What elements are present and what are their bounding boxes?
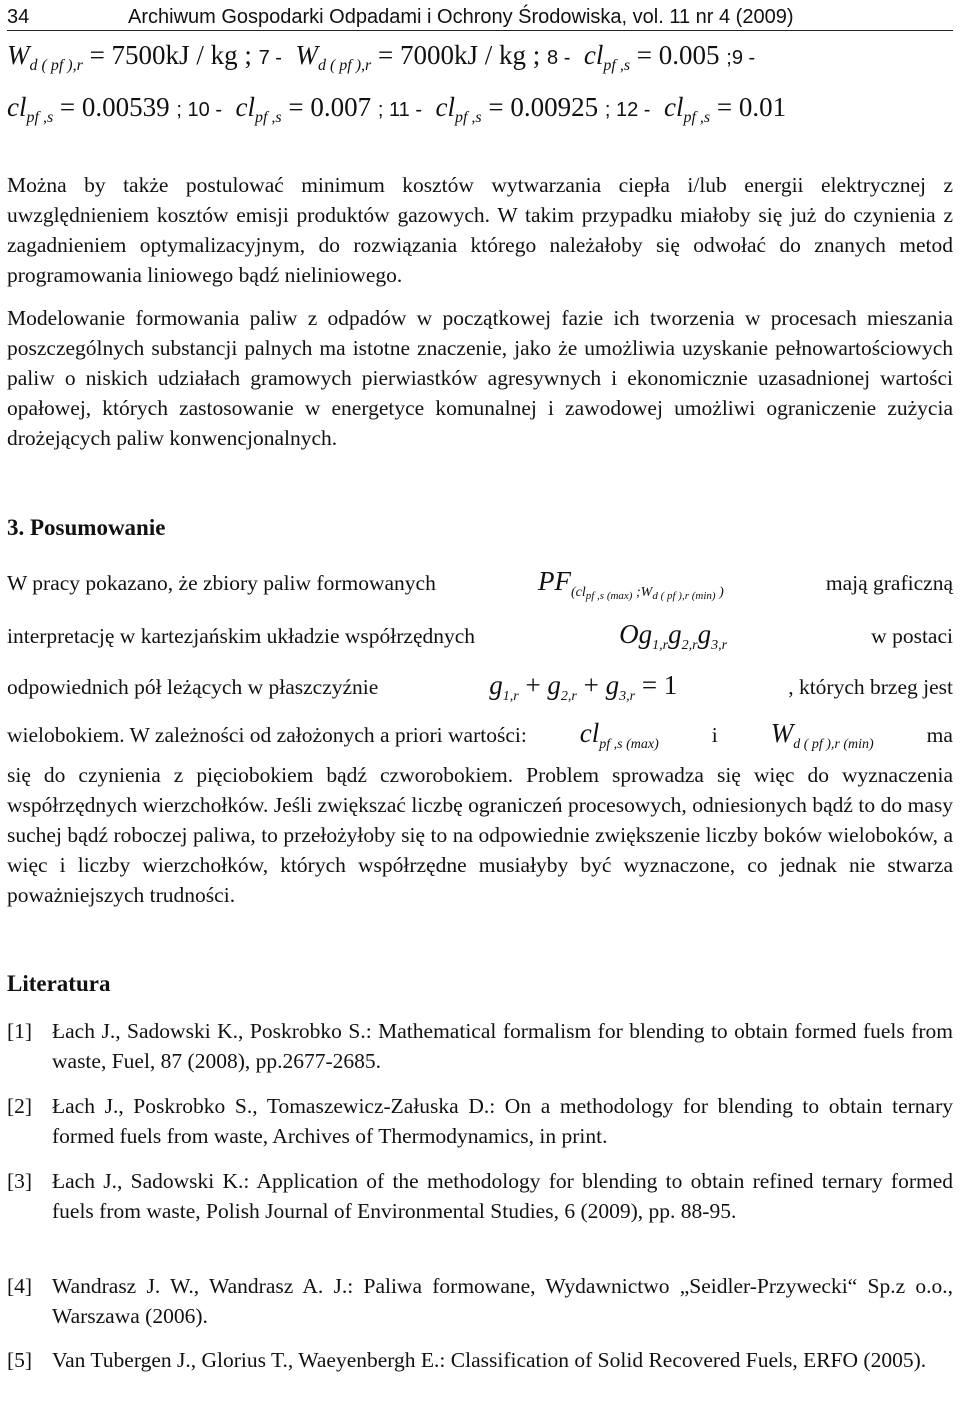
reference-item [7, 1016, 953, 1076]
formula-cl-pf-s-2: $cl_{pf ,s}$ [7, 92, 54, 126]
summary-line-4 [7, 718, 953, 753]
formula-value-000925: = 0.00925 [488, 92, 599, 122]
reference-item [7, 1166, 953, 1226]
formula-value-001: = 0.01 [716, 92, 787, 122]
formula-value-7000: = 7000kJ / kg [378, 40, 527, 70]
formula-cl-pf-s-4: $cl_{pf ,s}$ [435, 92, 482, 126]
equation-line-2 [7, 92, 953, 127]
formula-plane: $g_{1,r} + g_{2,r} + g_{3,r} = 1$ [489, 670, 678, 704]
formula-value-000539: = 0.00539 [59, 92, 170, 122]
reference-text: Łach J., Sadowski K., Poskrobko S.: Mathematical formalism for blending to obtain formed fuels from waste, Fuel, 87 (2008), pp.2677-2685. [52, 1019, 953, 1073]
reference-item [7, 1091, 953, 1151]
summary-text: w postaci [871, 624, 953, 648]
formula-index-10: ; 10 - [176, 99, 222, 121]
equation-line-1 [7, 40, 953, 75]
summary-text: odpowiednich pół leżących w płaszczyźnie [7, 675, 379, 699]
formula-cl-pf-s-5: $cl_{pf ,s}$ [663, 92, 711, 126]
reference-number: [1] [7, 1019, 33, 1043]
paragraph-modelling: Modelowanie formowania paliw z odpadów w początkowej fazie ich tworzenia w procesach mieszania poszczególnych substancji palnych ma istotne znaczenie, jako że umożliwia uzyskanie pełnowartościowych paliw o niskich udziałach gramowych pierwiastków agresywnych i ekonomicznie uzasadnionej wartości opałowej, których zastosowanie w energetyce komunalnej i zawodowej umożliwi ograniczenie zużycia drożejących paliw konwencjonalnych. [7, 306, 953, 450]
formula-w-min: $W_{d ( pf ),r (min)}$ [770, 718, 874, 752]
formula-cl-pf-s-1: $cl_{pf ,s}$ [583, 40, 631, 74]
formula-w-d-pf-r-2: $W_{d ( pf ),r}$ [295, 40, 372, 74]
formula-separator: ; [532, 40, 541, 70]
formula-pf-set: $PF_{(cl_{pf ,s (max)} ;W_{d ( pf ),r (min)} )}$ [537, 566, 724, 602]
reference-number: [5] [7, 1348, 33, 1372]
page-number: 34 [7, 6, 30, 28]
summary-line-2 [7, 619, 953, 654]
reference-text: Łach J., Poskrobko S., Tomaszewicz-Załuska D.: On a methodology for blending to obtain ternary formed fuels from waste, Archives of Thermodynamics, in print. [52, 1094, 953, 1148]
reference-text: Łach J., Sadowski K.: Application of the methodology for blending to obtain refined ternary formed fuels from waste, Polish Journal of Environmental Studies, 6 (2009), pp. 88-95. [52, 1169, 953, 1223]
summary-text: , których brzeg jest [788, 675, 953, 699]
formula-separator: ; [244, 40, 252, 70]
reference-number: [4] [7, 1274, 33, 1298]
formula-index-8: 8 - [547, 47, 571, 69]
formula-value-0005: = 0.005 [636, 40, 720, 70]
formula-index-9: ;9 - [726, 47, 756, 69]
summary-text: ma [926, 723, 953, 747]
summary-paragraph: się do czynienia z pięciobokiem bądź czworobokiem. Problem sprowadza się więc do wyznaczenia współrzędnych wierzchołków. Jeśli zwiększać liczbę ograniczeń procesowych, odniesionych bądź to do masy suchej bądź roboczej paliwa, to przełożyłoby się to na odpowiednie zwiększenie liczby boków wieloboków, a więc i liczby wierzchołków, których współrzędne musiałyby być wyznaczone, co jednak nie stwarza poważniejszych trudności. [7, 763, 953, 907]
literature-heading: Literatura [7, 971, 111, 996]
summary-text: i [711, 723, 718, 747]
formula-value-7500: = 7500kJ / kg [89, 40, 238, 70]
summary-line-1 [7, 566, 953, 602]
summary-line-3 [7, 670, 953, 705]
summary-text: interpretację w kartezjańskim układzie współrzędnych [7, 624, 476, 648]
summary-text: W pracy pokazano, że zbiory paliw formowanych [7, 571, 436, 595]
formula-index-7: 7 - [258, 47, 282, 69]
reference-item [7, 1271, 953, 1331]
journal-title: Archiwum Gospodarki Odpadami i Ochrony Środowiska, vol. 11 nr 4 (2009) [128, 6, 794, 28]
reference-text: Van Tubergen J., Glorius T., Waeyenbergh E.: Classification of Solid Recovered Fuels, ERFO (2005). [52, 1348, 927, 1372]
formula-cl-pf-s-3: $cl_{pf ,s}$ [235, 92, 282, 126]
section-heading-summary: 3. Posumowanie [7, 515, 166, 540]
summary-text: wielobokiem. W zależności od założonych a priori wartości: [7, 723, 527, 747]
summary-text: mają graficzną [825, 571, 953, 595]
formula-value-0007: = 0.007 [288, 92, 372, 122]
formula-cl-max: $cl_{pf ,s (max)}$ [579, 718, 659, 752]
formula-index-11: ; 11 - [377, 99, 422, 121]
formula-index-12: ; 12 - [604, 99, 651, 121]
reference-number: [2] [7, 1094, 33, 1118]
reference-number: [3] [7, 1169, 33, 1193]
paragraph-costs: Można by także postulować minimum kosztów wytwarzania ciepła i/lub energii elektrycznej z uwzględnieniem kosztów emisji produktów gazowych. W takim przypadku miałoby się już do czynienia z zagadnieniem optymalizacyjnym, do rozwiązania którego należałoby się odwołać do znanych metod programowania liniowego bądź nieliniowego. [7, 173, 953, 287]
formula-w-d-pf-r-1: $W_{d ( pf ),r}$ [7, 40, 83, 74]
reference-text: Wandrasz J. W., Wandrasz A. J.: Paliwa formowane, Wydawnictwo „Seidler-Przywecki“ Sp.z o.o., Warszawa (2006). [52, 1274, 953, 1328]
formula-coordinates: $Og_{1,r}g_{2,r}g_{3,r}$ [619, 619, 728, 653]
reference-item [7, 1345, 953, 1375]
running-header [7, 4, 953, 31]
